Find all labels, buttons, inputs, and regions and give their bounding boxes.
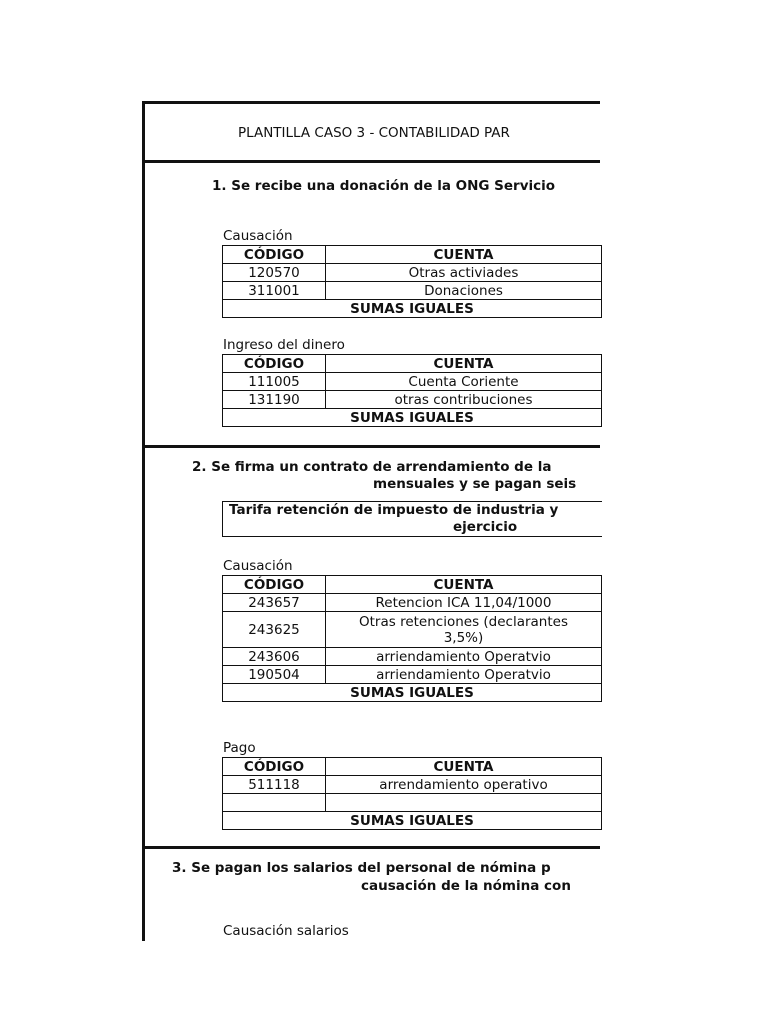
table-row bbox=[223, 666, 602, 684]
section-3-heading-line-2: causación de la nómina con bbox=[361, 878, 571, 894]
title-divider bbox=[142, 160, 600, 163]
column-header-cuenta: CUENTA bbox=[326, 246, 602, 264]
cell-codigo: 190504 bbox=[223, 666, 326, 684]
table-row bbox=[223, 612, 602, 648]
cell-codigo: 243625 bbox=[223, 612, 326, 648]
table-row bbox=[223, 648, 602, 666]
column-header-cuenta: CUENTA bbox=[326, 758, 602, 776]
section-1-divider bbox=[142, 445, 600, 448]
section-3-heading-line-1: 3. Se pagan los salarios del personal de nómina p bbox=[172, 860, 551, 876]
cell-codigo: 243606 bbox=[223, 648, 326, 666]
cell-cuenta: arrendamiento operativo bbox=[326, 776, 602, 794]
top-border-line bbox=[142, 101, 600, 104]
column-header-codigo: CÓDIGO bbox=[223, 576, 326, 594]
column-header-codigo: CÓDIGO bbox=[223, 355, 326, 373]
table-row bbox=[223, 776, 602, 794]
cell-cuenta: Donaciones bbox=[326, 282, 602, 300]
column-header-codigo: CÓDIGO bbox=[223, 758, 326, 776]
table-row bbox=[223, 391, 602, 409]
section-1-heading: 1. Se recibe una donación de la ONG Servicio bbox=[212, 178, 556, 194]
sumas-iguales: SUMAS IGUALES bbox=[223, 812, 602, 830]
sumas-iguales: SUMAS IGUALES bbox=[223, 300, 602, 318]
sumas-iguales: SUMAS IGUALES bbox=[223, 684, 602, 702]
column-header-cuenta: CUENTA bbox=[326, 576, 602, 594]
cell-codigo: 131190 bbox=[223, 391, 326, 409]
totals-row bbox=[223, 684, 602, 702]
cell-codigo: 311001 bbox=[223, 282, 326, 300]
table-row bbox=[223, 282, 602, 300]
table-row bbox=[223, 794, 602, 812]
totals-row bbox=[223, 812, 602, 830]
table-label: Causación bbox=[223, 228, 293, 244]
journal-table-causacion-2 bbox=[222, 575, 602, 702]
section-2-divider bbox=[142, 846, 600, 849]
cell-cuenta: arriendamiento Operatvio bbox=[326, 666, 602, 684]
cell-cuenta: Cuenta Coriente bbox=[326, 373, 602, 391]
page-title: PLANTILLA CASO 3 - CONTABILIDAD PAR bbox=[238, 125, 510, 141]
cell-cuenta: Retencion ICA 11,04/1000 bbox=[326, 594, 602, 612]
sumas-iguales: SUMAS IGUALES bbox=[223, 409, 602, 427]
section-2-heading-line-2: mensuales y se pagan seis bbox=[373, 476, 577, 492]
cell-codigo: 120570 bbox=[223, 264, 326, 282]
cell-cuenta: otras contribuciones bbox=[326, 391, 602, 409]
totals-row bbox=[223, 300, 602, 318]
table-row bbox=[223, 373, 602, 391]
cell-cuenta: Otras activiades bbox=[326, 264, 602, 282]
rate-box-line-1: Tarifa retención de impuesto de industria y bbox=[229, 502, 559, 518]
rate-box-line-2: ejercicio bbox=[453, 519, 518, 535]
table-row bbox=[223, 264, 602, 282]
cell-cuenta bbox=[326, 794, 602, 812]
journal-table-pago bbox=[222, 757, 602, 830]
section-3-label: Causación salarios bbox=[223, 923, 349, 939]
cell-codigo: 511118 bbox=[223, 776, 326, 794]
table-row bbox=[223, 594, 602, 612]
cell-codigo: 243657 bbox=[223, 594, 326, 612]
cell-codigo: 111005 bbox=[223, 373, 326, 391]
table-label: Causación bbox=[223, 558, 293, 574]
journal-table-causacion-1 bbox=[222, 245, 602, 318]
table-label: Pago bbox=[223, 740, 256, 756]
journal-table-ingreso bbox=[222, 354, 602, 427]
table-label: Ingreso del dinero bbox=[223, 337, 345, 353]
totals-row bbox=[223, 409, 602, 427]
column-header-codigo: CÓDIGO bbox=[223, 246, 326, 264]
section-2-heading-line-1: 2. Se firma un contrato de arrendamiento de la bbox=[192, 459, 552, 475]
cell-codigo bbox=[223, 794, 326, 812]
left-border-line bbox=[142, 101, 145, 941]
rate-box bbox=[222, 501, 602, 537]
cell-cuenta: arriendamiento Operatvio bbox=[326, 648, 602, 666]
cell-cuenta: Otras retenciones (declarantes 3,5%) bbox=[326, 612, 602, 648]
column-header-cuenta: CUENTA bbox=[326, 355, 602, 373]
